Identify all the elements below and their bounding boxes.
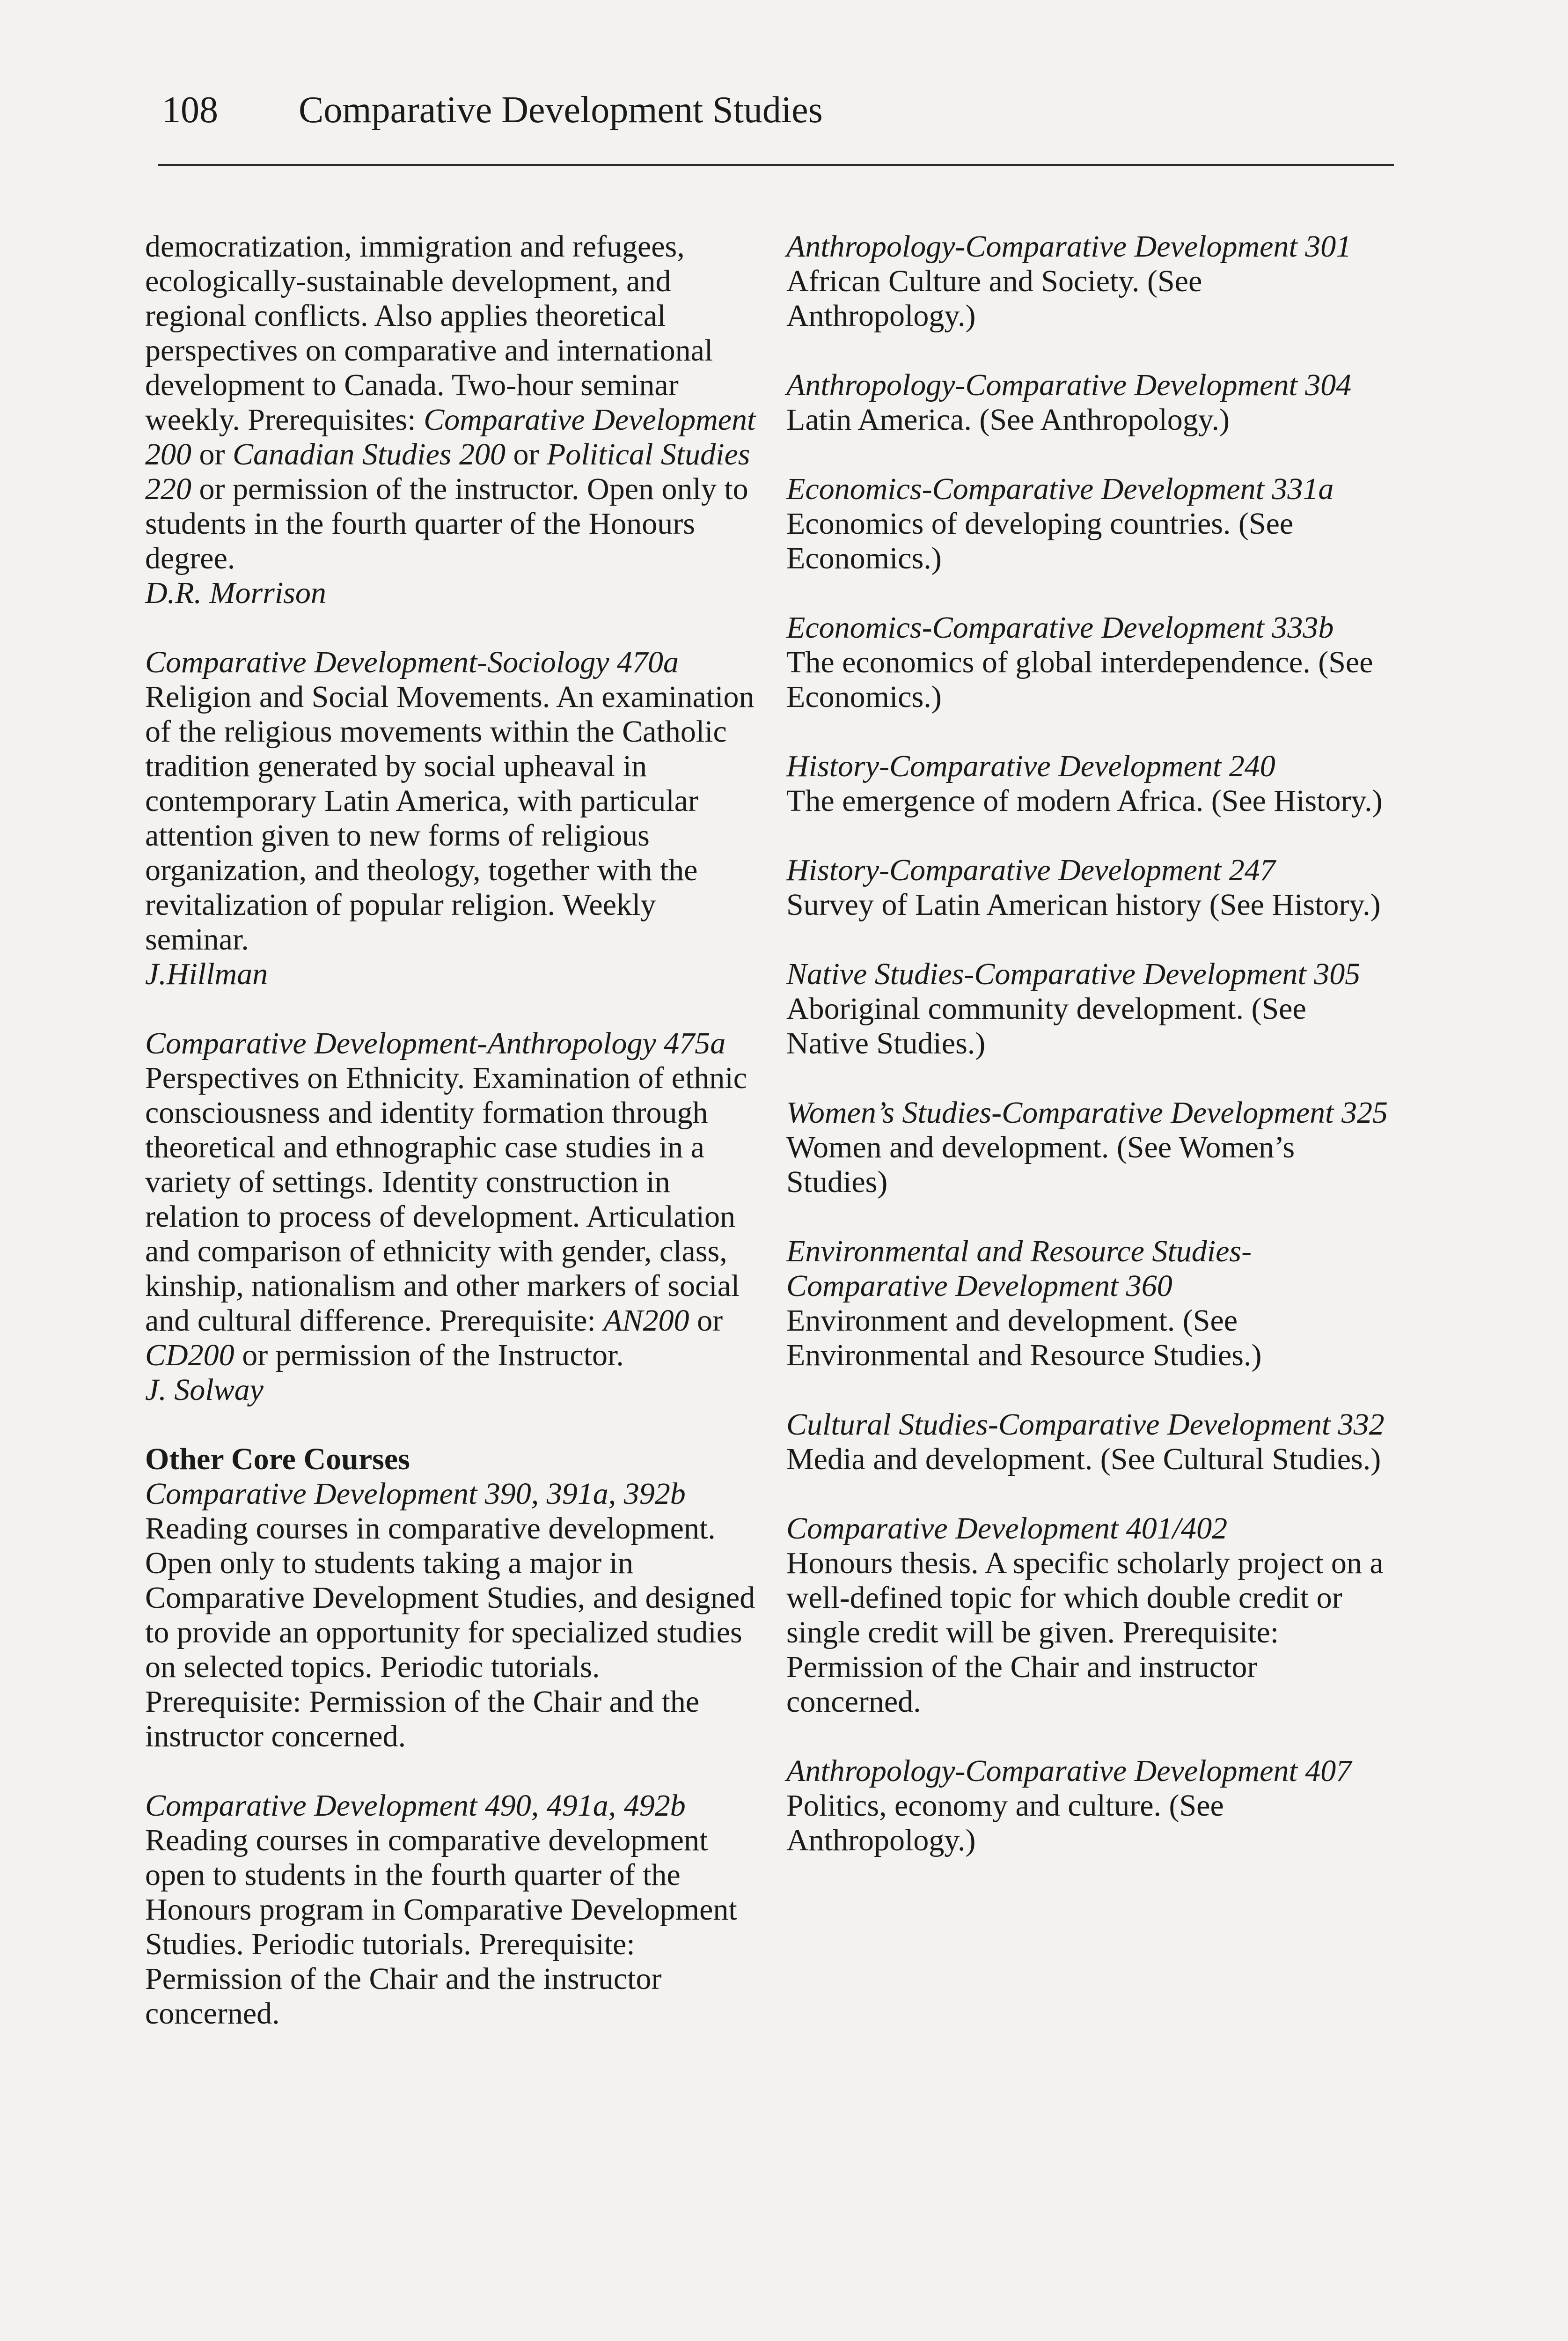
course-code: Comparative Development 490, 491a, 492b xyxy=(145,1789,686,1823)
course-entry xyxy=(786,853,1395,922)
course-description: Latin America. (See Anthropology.) xyxy=(786,403,1230,437)
prerequisite-course: AN200 xyxy=(603,1303,689,1338)
course-code: History-Comparative Development 247 xyxy=(786,853,1275,887)
course-code: Comparative Development 390, 391a, 392b xyxy=(145,1477,686,1511)
course-code: Economics-Comparative Development 331a xyxy=(786,472,1334,506)
course-description: Religion and Social Movements. An examination of the religious movements within the Catholic tradition generated by social upheaval in contemporary Latin America, with particular attention given to new forms of religious organization, and theology, together with the revitalization of popular religion. Weekly seminar. xyxy=(145,680,755,957)
prerequisite-course: Comparative Development 200 xyxy=(145,403,756,471)
course-description: Aboriginal community development. (See Native Studies.) xyxy=(786,992,1306,1060)
course-entry xyxy=(786,957,1395,1061)
page-header xyxy=(158,84,1394,166)
course-entry xyxy=(786,1234,1395,1373)
course-entry xyxy=(786,611,1395,714)
prerequisite-course: CD200 xyxy=(145,1338,234,1372)
right-column xyxy=(786,229,1395,1892)
course-code: Anthropology-Comparative Development 301 xyxy=(786,229,1352,264)
course-description: Survey of Latin American history (See History.) xyxy=(786,888,1381,922)
section-heading: Other Core Courses xyxy=(145,1442,410,1476)
course-entry xyxy=(145,1789,763,2031)
course-entry xyxy=(786,229,1395,333)
course-entry xyxy=(145,1026,763,1407)
course-entry xyxy=(786,1754,1395,1858)
course-code: Comparative Development-Sociology 470a xyxy=(145,645,679,679)
course-instructor: D.R. Morrison xyxy=(145,576,326,610)
course-code: Comparative Development-Anthropology 475a xyxy=(145,1026,726,1060)
course-description: Media and development. (See Cultural Studies.) xyxy=(786,1442,1381,1476)
course-code: Anthropology-Comparative Development 407 xyxy=(786,1754,1352,1788)
course-code: Native Studies-Comparative Development 305 xyxy=(786,957,1361,991)
course-entry-continued xyxy=(145,229,763,611)
course-description: The economics of global interdependence. (See Economics.) xyxy=(786,645,1373,714)
course-description: democratization, immigration and refugees, ecologically-sustainable development, and regional conflicts. Also applies theoretical perspectives on comparative and international development to Canada. Two-hour seminar weekly. Prerequisites: Comparative Development 200 or Canadian Studies 200 or Political Studies 220 or permission of the instructor. Open only to students in the fourth quarter of the Honours degree. xyxy=(145,229,756,575)
course-description: The emergence of modern Africa. (See History.) xyxy=(786,784,1383,818)
course-instructor: J. Solway xyxy=(145,1373,264,1407)
running-title: Comparative Development Studies xyxy=(299,89,823,131)
left-column xyxy=(145,229,763,2066)
course-entry xyxy=(786,368,1395,437)
course-code: Comparative Development 401/402 xyxy=(786,1511,1228,1546)
course-entry xyxy=(786,1407,1395,1477)
course-description: African Culture and Society. (See Anthropology.) xyxy=(786,264,1202,333)
course-description: Environment and development. (See Environmental and Resource Studies.) xyxy=(786,1303,1262,1372)
course-entry xyxy=(786,1096,1395,1200)
prerequisite-course: Political Studies 220 xyxy=(145,437,750,506)
course-entry xyxy=(145,1442,763,1754)
course-instructor: J.Hillman xyxy=(145,957,268,991)
course-entry xyxy=(145,645,763,992)
course-code: Anthropology-Comparative Development 304 xyxy=(786,368,1352,402)
course-entry xyxy=(786,749,1395,818)
course-code: Cultural Studies-Comparative Development 332 xyxy=(786,1407,1385,1442)
course-code: History-Comparative Development 240 xyxy=(786,749,1275,783)
course-code: Women’s Studies-Comparative Development 325 xyxy=(786,1096,1388,1130)
course-description: Economics of developing countries. (See Economics.) xyxy=(786,507,1294,575)
prerequisite-course: Canadian Studies 200 xyxy=(232,437,506,471)
course-description: Politics, economy and culture. (See Anthropology.) xyxy=(786,1789,1224,1857)
course-description: Honours thesis. A specific scholarly project on a well-defined topic for which double credit or single credit will be given. Prerequisite: Permission of the Chair and instructor concerned. xyxy=(786,1546,1384,1719)
course-code: Environmental and Resource Studies-Comparative Development 360 xyxy=(786,1234,1252,1303)
course-description: Reading courses in comparative development. Open only to students taking a major in Comparative Development Studies, and designed to provide an opportunity for specialized studies on selected topics. Periodic tutorials. Prerequisite: Permission of the Chair and the instructor concerned. xyxy=(145,1511,755,1753)
course-entry xyxy=(786,1511,1395,1719)
course-code: Economics-Comparative Development 333b xyxy=(786,611,1334,645)
course-description: Perspectives on Ethnicity. Examination of ethnic consciousness and identity formation through theoretical and ethnographic case studies in a variety of settings. Identity construction in relation to process of development. Articulation and comparison of ethnicity with gender, class, kinship, nationalism and other markers of social and cultural difference. Prerequisite: AN200 or CD200 or permission of the Instructor. xyxy=(145,1061,747,1372)
course-description: Reading courses in comparative development open to students in the fourth quarter of the Honours program in Comparative Development Studies. Periodic tutorials. Prerequisite: Permission of the Chair and the instructor concerned. xyxy=(145,1823,737,2031)
course-description: Women and development. (See Women’s Studies) xyxy=(786,1130,1295,1199)
course-entry xyxy=(786,472,1395,576)
page-number: 108 xyxy=(162,89,218,131)
